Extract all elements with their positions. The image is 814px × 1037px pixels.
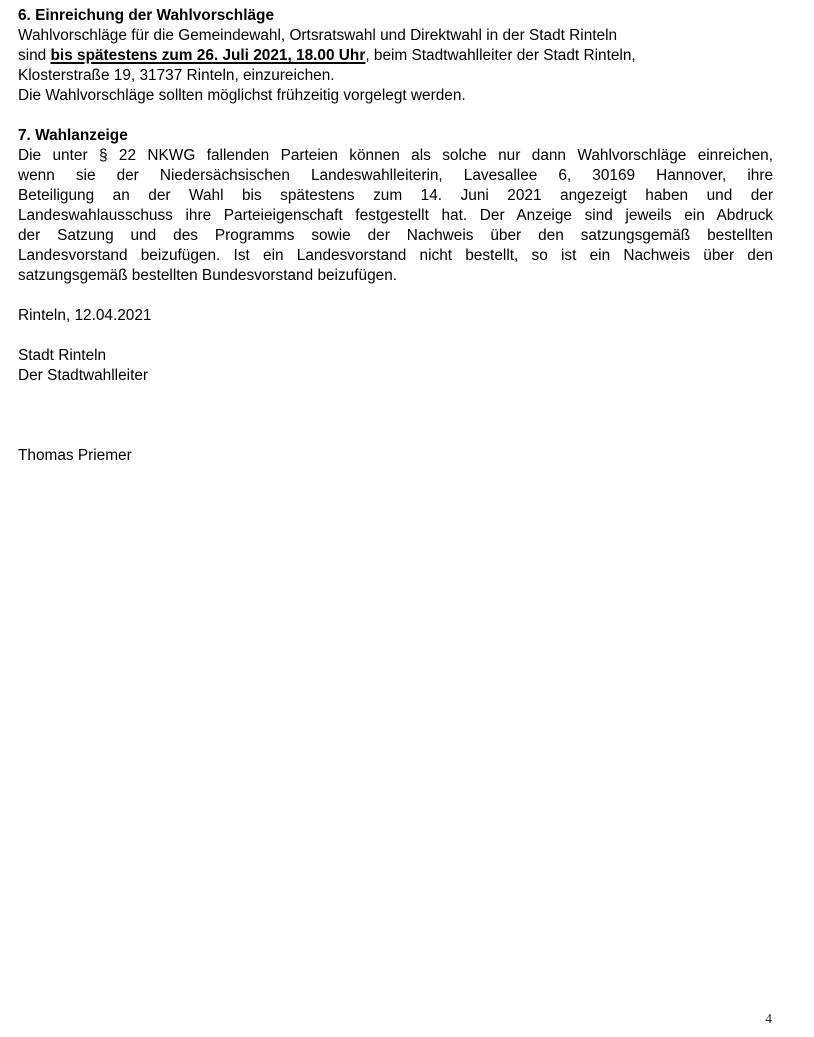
section6-heading: 6. Einreichung der Wahlvorschläge — [18, 7, 275, 24]
section7-paragraph-line: wenn sie der Niedersächsischen Landeswahlleiterin, Lavesallee 6, 30169 Hannover, ihre — [18, 167, 773, 184]
document-content — [18, 6, 773, 466]
spacer — [18, 426, 773, 446]
page-number: 4 — [765, 1011, 772, 1026]
section7-paragraph-line: Die unter § 22 NKWG fallenden Parteien können als solche nur dann Wahlvorschläge einreichen, — [18, 147, 773, 164]
spacer — [18, 106, 773, 126]
closing-org: Stadt Rinteln — [18, 347, 107, 364]
section7-paragraph-last-line: satzungsgemäß bestellten Bundesvorstand beizufügen. — [18, 267, 398, 284]
section7-paragraph-line: Landeswahlausschuss ihre Parteieigenschaft festgestellt hat. Der Anzeige sind jeweils ein Abdruck — [18, 207, 773, 224]
section6-line2-post: , beim Stadtwahlleiter der Stadt Rinteln, — [365, 47, 636, 64]
section7-paragraph-line: der Satzung und des Programms sowie der Nachweis über den satzungsgemäß bestellten — [18, 227, 773, 244]
deadline-emphasis: bis spätestens zum 26. Juli 2021, 18.00 Uhr — [50, 47, 366, 64]
section7-heading: 7. Wahlanzeige — [18, 127, 128, 144]
section6-line-4: Die Wahlvorschläge sollten möglichst frühzeitig vorgelegt werden. — [18, 87, 466, 104]
section7-paragraph-line: Beteiligung an der Wahl bis spätestens zum 14. Juni 2021 angezeigt haben und der — [18, 187, 773, 204]
section6-line2-pre: sind — [18, 47, 51, 64]
section7-paragraph-line: Landesvorstand beizufügen. Ist ein Landesvorstand nicht bestellt, so ist ein Nachweis über den — [18, 247, 773, 264]
closing-role: Der Stadtwahlleiter — [18, 367, 149, 384]
spacer — [18, 286, 773, 306]
signature-name: Thomas Priemer — [18, 447, 132, 464]
section6-line-2 — [18, 46, 773, 66]
spacer — [18, 326, 773, 346]
section6-line-1: Wahlvorschläge für die Gemeindewahl, Ortsratswahl und Direktwahl in der Stadt Rinteln — [18, 27, 618, 44]
section6-line-3: Klosterstraße 19, 31737 Rinteln, einzureichen. — [18, 67, 335, 84]
place-date: Rinteln, 12.04.2021 — [18, 307, 152, 324]
spacer — [18, 386, 773, 406]
spacer — [18, 406, 773, 426]
